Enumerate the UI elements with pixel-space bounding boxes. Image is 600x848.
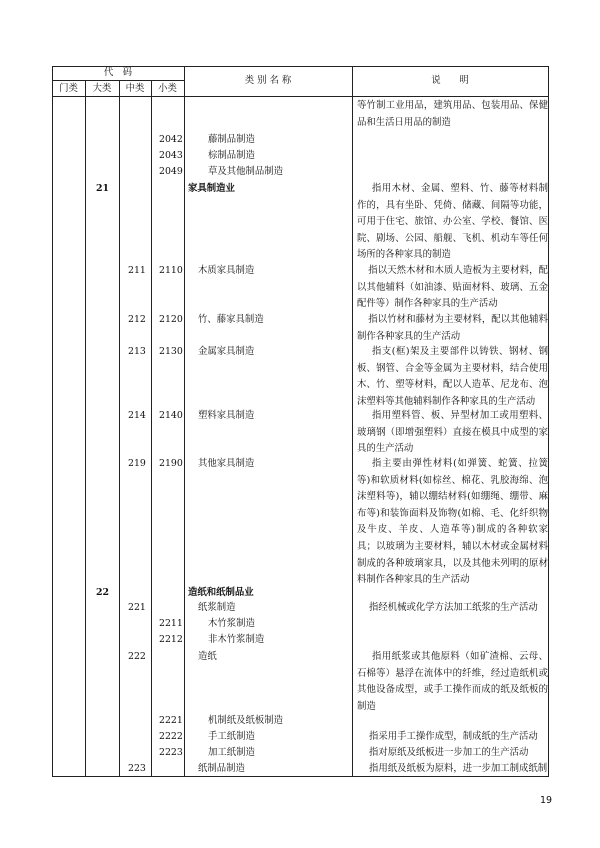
category-name: 造纸和纸制品业 [188,587,254,598]
category-name: 木竹浆制造 [208,618,255,629]
code-xiao: 2120 [159,314,183,325]
column-header-xiao: 小类 [158,83,177,94]
code-zhong: 223 [128,763,146,774]
code-xiao: 2223 [159,747,183,758]
category-name: 家具制造业 [188,183,235,194]
column-header-men: 门类 [59,83,78,94]
category-name: 手工纸制造 [208,731,255,742]
code-zhong: 213 [128,346,146,357]
category-name: 金属家具制造 [198,346,255,357]
category-name: 非木竹浆制造 [208,634,265,645]
code-xiao: 2049 [159,166,183,177]
code-xiao: 2140 [159,410,183,421]
code-xiao: 2222 [159,731,183,742]
code-xiao: 2042 [159,134,183,145]
row-desc: 指支(框)架及主要部件以铸铁、钢材、钢板、钢管、合金等金属为主要材料，结合使用木、竹、塑等材料，配以人造革、尼龙布、泡沫塑料等其他辅料制作各种家具的生产活动 [357,346,548,407]
code-zhong: 211 [128,265,146,276]
page-number: 19 [540,795,553,806]
category-name: 机制纸及纸板制造 [208,715,284,726]
row-desc: 指以天然木材和木质人造板为主要材料，配以其他辅料（如油漆、贴面材料、玻璃、五金配件等）制作各种家具的生产活动 [357,265,548,310]
code-xiao: 2211 [159,618,183,629]
code-xiao: 2130 [159,346,183,357]
category-name: 加工纸制造 [208,747,255,758]
category-name: 塑料家具制造 [198,410,255,421]
column-header-zhong: 中类 [125,83,145,94]
column-header-name: 类 别 名 称 [244,75,292,86]
row-desc: 指采用手工操作成型，制成纸的生产活动 [369,731,538,742]
row-desc: 指对原纸及纸板进一步加工的生产活动 [369,747,529,758]
code-da: 21 [96,183,110,194]
category-name: 藤制品制造 [208,134,255,145]
column-header-da: 大类 [92,83,112,94]
category-name: 草及其他制品制造 [208,166,284,177]
code-xiao: 2043 [159,150,183,161]
category-name: 纸浆制造 [198,602,236,613]
code-zhong: 221 [128,602,146,613]
code-xiao: 2110 [159,265,183,276]
row-desc: 指主要由弹性材料(如弹簧、蛇簧、拉簧等)和软质材料(如棕丝、棉花、乳胶海绵、泡沫塑料等)，辅以绷结材料(如绷绳、绷带、麻布等)和装饰面料及饰物(如棉、毛、化纤织物及牛皮、羊皮、人造革等)制成的各种软家具；以玻璃为主要材料，辅以木材或金属材料制成的各种玻璃家具，以及其他未列明的原材料制作各种家具的生产活动 [357,458,548,586]
code-xiao: 2212 [159,634,183,645]
category-name: 木质家具制造 [198,265,255,276]
code-zhong: 219 [128,458,146,469]
code-da: 22 [96,587,110,598]
row-desc: 指用纸浆或其他原料（如矿渣棉、云母、石棉等）悬浮在流体中的纤维，经过造纸机或其他设备成型，或手工操作而成的纸及纸板的制造 [357,651,548,712]
category-name: 其他家具制造 [198,458,255,469]
category-name: 造纸 [198,651,217,662]
row-desc: 等竹制工业用品，建筑用品、包装用品、保健品和生活日用品的制造 [357,100,548,128]
code-zhong: 222 [128,651,146,662]
code-xiao: 2190 [159,458,183,469]
column-header-desc: 说 明 [431,75,469,86]
row-desc: 指经机械或化学方法加工纸浆的生产活动 [369,602,538,613]
category-name: 竹、藤家具制造 [198,314,264,325]
row-desc: 指用纸及纸板为原料，进一步加工制成纸制 [369,763,548,774]
row-desc: 指以竹材和藤材为主要材料，配以其他辅料制作各种家具的生产活动 [357,314,548,342]
code-zhong: 214 [128,410,146,421]
category-name: 棕制品制造 [208,150,255,161]
code-zhong: 212 [128,314,146,325]
category-name: 纸制品制造 [198,763,245,774]
code-group-header: 代 码 [103,67,133,78]
code-xiao: 2221 [159,715,183,726]
row-desc: 指用木材、金属、塑料、竹、藤等材料制作的，具有坐卧、凭倚、储藏、间隔等功能，可用于住宅、旅馆、办公室、学校、餐馆、医院、剧场、公园、船舰、飞机、机动车等任何场所的各种家具的制造 [357,183,548,261]
row-desc: 指用塑料管、板、异型材加工或用塑料、玻璃钢（即增强塑料）直接在模具中成型的家具的生产活动 [357,410,548,455]
